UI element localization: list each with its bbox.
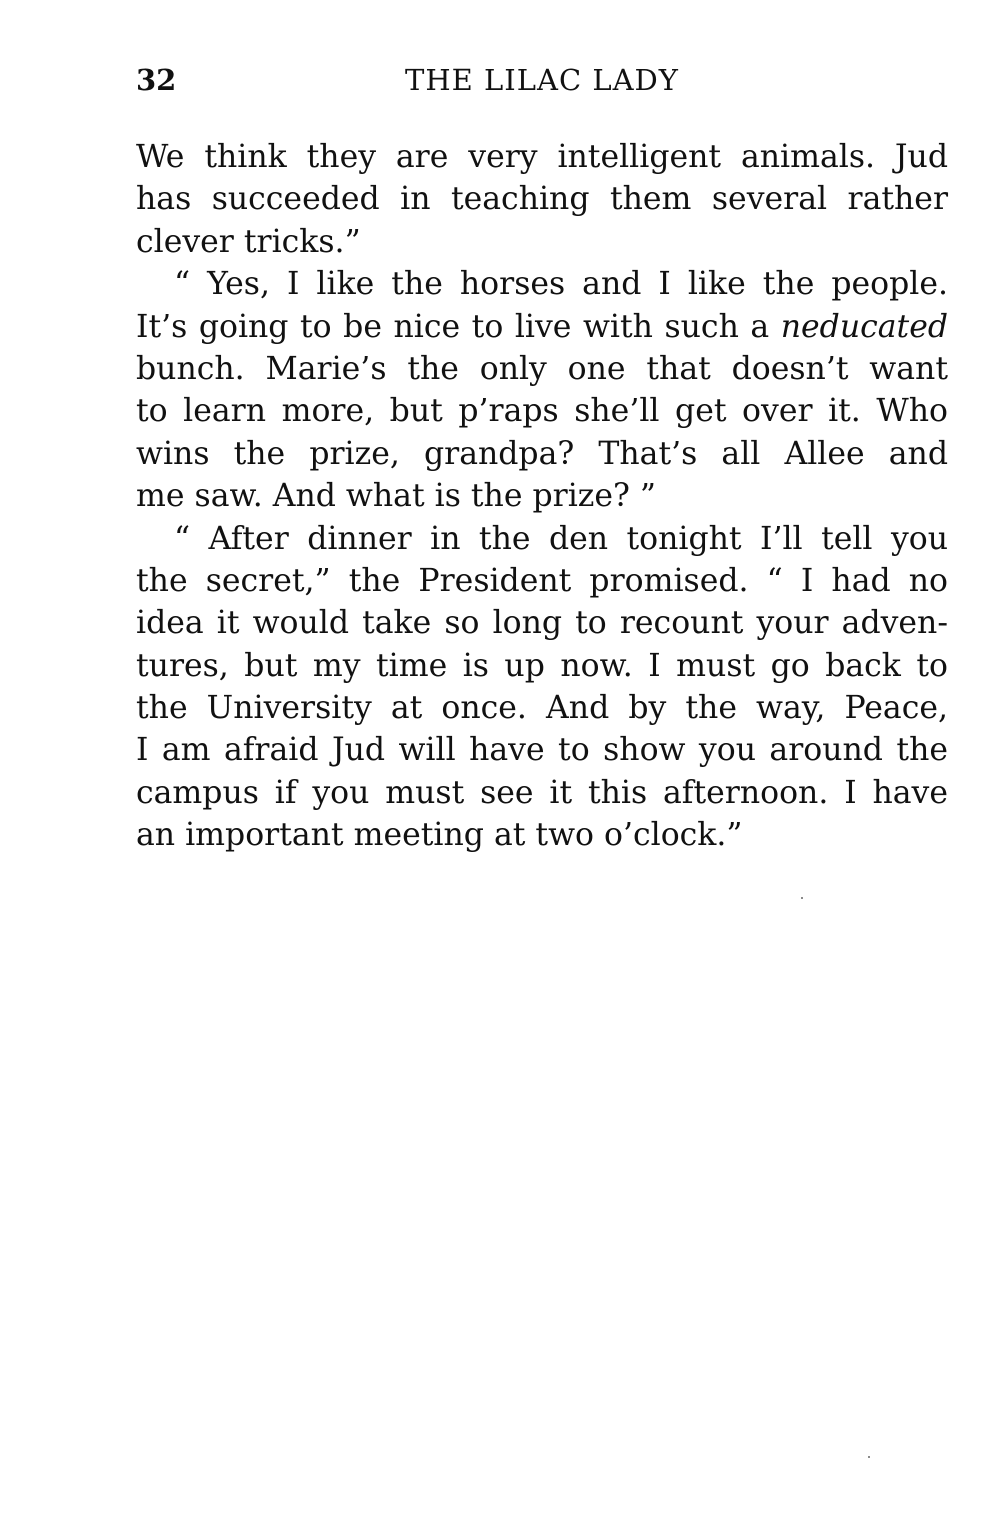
- text-line-6: bunch. Marie’s the only one that doesn’t want: [136, 350, 948, 387]
- text-line-17: an important meeting at two o’clock.”: [136, 817, 743, 854]
- text-line-3: clever tricks.”: [136, 223, 361, 260]
- italic-word-neducated: neducated: [780, 308, 949, 345]
- text-line-13: tures, but my time is up now. I must go back to: [136, 647, 948, 684]
- paper-speck: [801, 897, 803, 899]
- text-line-4: “ Yes, I like the horses and I like the people.: [174, 266, 948, 303]
- text-line-16: campus if you must see it this afternoon. I have: [136, 774, 948, 811]
- text-line-7: to learn more, but p’raps she’ll get over it. Who: [136, 393, 948, 430]
- running-title: THE LILAC LADY: [405, 63, 679, 97]
- text-line-5: [136, 306, 948, 348]
- text-line-12: idea it would take so long to recount your adven-: [136, 605, 948, 642]
- body-text: [136, 136, 948, 857]
- text-line-15: I am afraid Jud will have to show you around the: [136, 732, 948, 769]
- text-line-14: the University at once. And by the way, Peace,: [136, 690, 948, 727]
- text-line-9: me saw. And what is the prize? ”: [136, 478, 657, 515]
- text-line-10: “ After dinner in the den tonight I’ll tell you: [174, 520, 948, 557]
- text-line-1: We think they are very intelligent animals. Jud: [136, 139, 948, 175]
- page-number: 32: [136, 63, 177, 97]
- text-line-8: wins the prize, grandpa? That’s all Allee and: [136, 435, 948, 472]
- text-line-5-text: It’s going to be nice to live with such a: [136, 308, 770, 345]
- text-line-2: has succeeded in teaching them several rather: [136, 181, 948, 218]
- running-head: [136, 60, 948, 100]
- text-line-11: the secret,” the President promised. “ I had no: [136, 562, 948, 599]
- paper-speck: [868, 1456, 870, 1458]
